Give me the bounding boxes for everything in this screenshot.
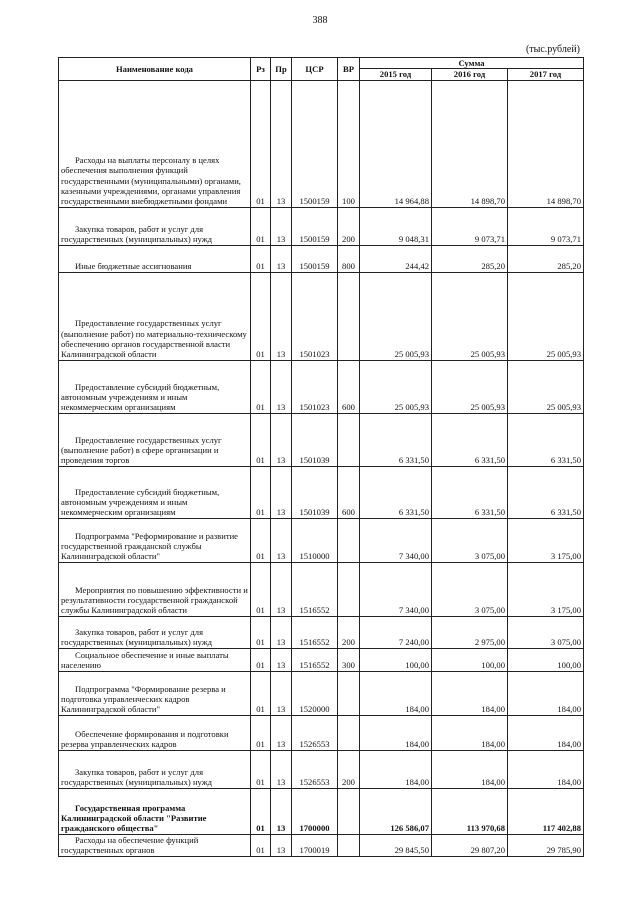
row-rz: 01 [251,518,271,562]
row-name-text: Расходы на выплаты персоналу в целях обеспечения выполнения функций государственными (муниципальными) органами, казенными учреждениями, органами управления государственными внебюджетными фондами [61,154,241,207]
row-name [59,562,251,616]
row-csr: 1516552 [292,562,338,616]
row-2016: 25 005,93 [432,360,508,413]
row-2015: 25 005,93 [360,360,432,413]
row-name-text: Предоставление государственных услуг (выполнение работ) в сфере организации и проведения торгов [61,434,222,466]
row-vr [338,413,360,466]
row-2017: 3 075,00 [508,616,584,648]
table-row [59,245,584,272]
row-pr: 13 [271,616,292,648]
row-pr: 13 [271,788,292,834]
row-name-text: Подпрограмма "Формирование резерва и подготовка управленческих кадров Калининградской области" [61,683,226,715]
units-label: (тыс.рублей) [525,44,580,55]
row-2015: 126 586,07 [360,788,432,834]
row-2017: 29 785,90 [508,834,584,856]
row-pr: 13 [271,360,292,413]
row-name [59,80,251,207]
row-vr [338,562,360,616]
row-name [59,413,251,466]
row-rz: 01 [251,413,271,466]
row-name-text: Закупка товаров, работ и услуг для государственных (муниципальных) нужд [61,224,213,245]
row-2016: 9 073,71 [432,207,508,245]
header-year-2017: 2017 год [508,69,584,80]
row-vr: 600 [338,360,360,413]
row-pr: 13 [271,413,292,466]
row-name-text: Мероприятия по повышению эффективности и результативности государственной гражданской службы Калининградской области [61,584,248,616]
table-row [59,562,584,616]
table-body [59,80,584,856]
row-name-text: Обеспечение формирования и подготовки резерва управленческих кадров [61,729,229,750]
row-csr: 1516552 [292,616,338,648]
header-csr: ЦСР [292,58,338,81]
row-csr: 1500159 [292,245,338,272]
row-name [59,207,251,245]
row-name-text: Предоставление субсидий бюджетным, автономным учреждениям и иным некоммерческим организациям [61,381,220,413]
header-pr: Пр [271,58,292,81]
row-name [59,360,251,413]
row-pr: 13 [271,207,292,245]
row-name-text: Предоставление государственных услуг (выполнение работ) по материально-техническому обеспечению органов государственной власти Калининградской области [61,318,247,360]
row-2016: 184,00 [432,671,508,715]
row-name [59,788,251,834]
row-name [59,245,251,272]
row-2016: 285,20 [432,245,508,272]
row-2017: 9 073,71 [508,207,584,245]
row-pr: 13 [271,648,292,671]
row-2016: 6 331,50 [432,466,508,518]
row-2015: 29 845,50 [360,834,432,856]
table-row [59,466,584,518]
row-2016: 3 075,00 [432,562,508,616]
row-2015: 9 048,31 [360,207,432,245]
row-2015: 6 331,50 [360,466,432,518]
row-name [59,834,251,856]
row-rz: 01 [251,245,271,272]
row-2016: 29 807,20 [432,834,508,856]
row-name-text: Закупка товаров, работ и услуг для государственных (муниципальных) нужд [61,627,213,648]
header-year-2016: 2016 год [432,69,508,80]
table-row [59,80,584,207]
row-2015: 244,42 [360,245,432,272]
row-2017: 25 005,93 [508,360,584,413]
table-row [59,715,584,750]
row-vr: 200 [338,207,360,245]
row-2016: 25 005,93 [432,272,508,360]
row-2017: 25 005,93 [508,272,584,360]
row-rz: 01 [251,648,271,671]
header-vr: ВР [338,58,360,81]
row-name [59,616,251,648]
row-csr: 1526553 [292,750,338,788]
row-rz: 01 [251,80,271,207]
row-name [59,750,251,788]
row-csr: 1700000 [292,788,338,834]
row-csr: 1501023 [292,360,338,413]
table-row [59,788,584,834]
row-2017: 184,00 [508,750,584,788]
table-row [59,834,584,856]
row-rz: 01 [251,466,271,518]
row-2017: 6 331,50 [508,466,584,518]
row-2015: 184,00 [360,671,432,715]
header-row [59,58,584,69]
row-name-text: Расходы на обеспечение функций государственных органов [61,835,199,856]
row-name-text: Иные бюджетные ассигнования [75,261,192,272]
row-2015: 7 340,00 [360,562,432,616]
table-row [59,207,584,245]
row-2017: 184,00 [508,715,584,750]
row-pr: 13 [271,750,292,788]
table-row [59,518,584,562]
row-2017: 184,00 [508,671,584,715]
row-2017: 3 175,00 [508,562,584,616]
row-rz: 01 [251,788,271,834]
header-year-2015: 2015 год [360,69,432,80]
row-pr: 13 [271,245,292,272]
row-csr: 1500159 [292,207,338,245]
row-name-text: Социальное обеспечение и иные выплаты населению [61,650,229,671]
row-csr: 1700019 [292,834,338,856]
row-name [59,648,251,671]
row-vr: 200 [338,750,360,788]
row-vr: 800 [338,245,360,272]
table-row [59,616,584,648]
table-row [59,360,584,413]
row-rz: 01 [251,616,271,648]
header-name: Наименование кода [59,58,251,81]
page-number: 388 [312,15,328,26]
row-name-text: Предоставление субсидий бюджетным, автономным учреждениям и иным некоммерческим организациям [61,486,220,518]
row-2015: 7 340,00 [360,518,432,562]
row-2017: 100,00 [508,648,584,671]
row-rz: 01 [251,834,271,856]
row-vr: 600 [338,466,360,518]
row-2017: 6 331,50 [508,413,584,466]
row-vr: 100 [338,80,360,207]
row-name [59,466,251,518]
row-rz: 01 [251,750,271,788]
row-vr [338,272,360,360]
row-2015: 100,00 [360,648,432,671]
budget-table [58,57,584,857]
row-vr: 300 [338,648,360,671]
row-2017: 14 898,70 [508,80,584,207]
row-name [59,715,251,750]
row-2016: 2 975,00 [432,616,508,648]
header-rz: Рз [251,58,271,81]
table-row [59,750,584,788]
row-csr: 1526553 [292,715,338,750]
row-name [59,671,251,715]
row-vr [338,788,360,834]
row-vr [338,834,360,856]
table-row [59,648,584,671]
row-rz: 01 [251,562,271,616]
table-row [59,413,584,466]
row-rz: 01 [251,715,271,750]
row-2015: 184,00 [360,750,432,788]
row-pr: 13 [271,80,292,207]
row-pr: 13 [271,715,292,750]
row-rz: 01 [251,360,271,413]
row-rz: 01 [251,671,271,715]
row-pr: 13 [271,518,292,562]
row-2017: 3 175,00 [508,518,584,562]
row-name-text: Подпрограмма "Реформирование и развитие государственной гражданской службы Калининградской области" [61,530,238,562]
row-pr: 13 [271,466,292,518]
row-2017: 285,20 [508,245,584,272]
table-row [59,272,584,360]
row-2016: 6 331,50 [432,413,508,466]
row-vr: 200 [338,616,360,648]
row-csr: 1520000 [292,671,338,715]
table-row [59,671,584,715]
row-name [59,518,251,562]
row-name-text: Государственная программа Калининградской области "Развитие гражданского общества" [61,802,207,834]
row-vr [338,671,360,715]
row-2017: 117 402,88 [508,788,584,834]
row-csr: 1500159 [292,80,338,207]
row-csr: 1501023 [292,272,338,360]
row-vr [338,518,360,562]
row-name [59,272,251,360]
row-csr: 1501039 [292,466,338,518]
header-sum: Сумма [360,58,584,69]
row-2015: 25 005,93 [360,272,432,360]
row-2016: 14 898,70 [432,80,508,207]
row-pr: 13 [271,834,292,856]
row-rz: 01 [251,207,271,245]
row-pr: 13 [271,562,292,616]
row-vr [338,715,360,750]
row-csr: 1510000 [292,518,338,562]
row-2016: 184,00 [432,750,508,788]
row-pr: 13 [271,272,292,360]
row-csr: 1501039 [292,413,338,466]
row-pr: 13 [271,671,292,715]
row-2015: 184,00 [360,715,432,750]
row-name-text: Закупка товаров, работ и услуг для государственных (муниципальных) нужд [61,767,213,788]
row-2016: 100,00 [432,648,508,671]
row-2016: 3 075,00 [432,518,508,562]
row-2015: 7 240,00 [360,616,432,648]
row-2016: 113 970,68 [432,788,508,834]
row-csr: 1516552 [292,648,338,671]
row-2016: 184,00 [432,715,508,750]
row-rz: 01 [251,272,271,360]
row-2015: 6 331,50 [360,413,432,466]
row-2015: 14 964,88 [360,80,432,207]
